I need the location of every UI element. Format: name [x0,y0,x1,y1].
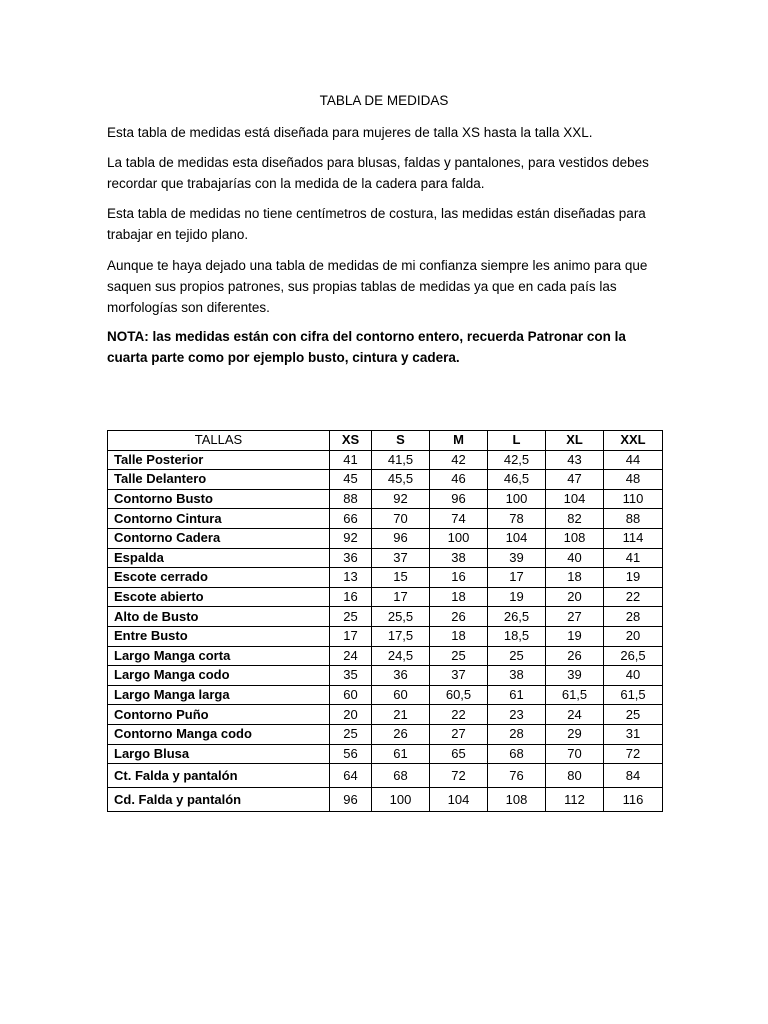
value-cell: 84 [604,764,663,788]
table-row [108,607,663,627]
value-cell: 112 [546,788,604,812]
value-cell: 36 [372,666,430,686]
value-cell: 60,5 [430,685,488,705]
value-cell: 20 [604,626,663,646]
table-row [108,788,663,812]
value-cell: 37 [372,548,430,568]
table-row [108,470,663,490]
value-cell: 108 [546,528,604,548]
value-cell: 39 [546,666,604,686]
row-label-cell: Alto de Busto [108,607,330,627]
value-cell: 61 [488,685,546,705]
value-cell: 82 [546,509,604,529]
value-cell: 26 [372,724,430,744]
value-cell: 66 [330,509,372,529]
value-cell: 28 [604,607,663,627]
table-row [108,489,663,509]
value-cell: 18 [430,626,488,646]
advice-paragraph: Aunque te haya dejado una tabla de medidas de mi confianza siempre les animo para que saquen sus propios patrones, sus propias tablas de medidas ya que en cada país las morfologías son diferentes. [107,258,648,315]
value-cell: 70 [372,509,430,529]
value-cell: 17 [372,587,430,607]
value-cell: 61 [372,744,430,764]
usage-paragraph: La tabla de medidas esta diseñados para blusas, faldas y pantalones, para vestidos debes recordar que trabajarías con la medida de la cadera para falda. [107,155,649,191]
value-cell: 25 [330,724,372,744]
value-cell: 114 [604,528,663,548]
value-cell: 48 [604,470,663,490]
value-cell: 56 [330,744,372,764]
value-cell: 18,5 [488,626,546,646]
value-cell: 19 [546,626,604,646]
value-cell: 36 [330,548,372,568]
value-cell: 61,5 [604,685,663,705]
value-cell: 76 [488,764,546,788]
value-cell: 38 [430,548,488,568]
value-cell: 96 [330,788,372,812]
value-cell: 17 [330,626,372,646]
value-cell: 27 [430,724,488,744]
row-label-cell: Talle Posterior [108,450,330,470]
value-cell: 25 [604,705,663,725]
value-cell: 17,5 [372,626,430,646]
intro-paragraph: Esta tabla de medidas está diseñada para mujeres de talla XS hasta la talla XXL. [107,125,593,140]
value-cell: 21 [372,705,430,725]
value-cell: 26,5 [488,607,546,627]
header-cell: M [430,431,488,451]
row-label-cell: Largo Manga corta [108,646,330,666]
value-cell: 42 [430,450,488,470]
value-cell: 100 [372,788,430,812]
value-cell: 88 [330,489,372,509]
note-paragraph: NOTA: las medidas están con cifra del contorno entero, recuerda Patronar con la cuarta parte como por ejemplo busto, cintura y cadera. [107,329,626,365]
value-cell: 20 [546,587,604,607]
value-cell: 26 [546,646,604,666]
row-label-cell: Contorno Busto [108,489,330,509]
value-cell: 20 [330,705,372,725]
value-cell: 18 [546,568,604,588]
row-label-cell: Espalda [108,548,330,568]
value-cell: 31 [604,724,663,744]
value-cell: 68 [372,764,430,788]
row-label-cell: Entre Busto [108,626,330,646]
row-label-cell: Contorno Manga codo [108,724,330,744]
value-cell: 104 [546,489,604,509]
row-label-cell: Largo Manga codo [108,666,330,686]
table-row [108,509,663,529]
value-cell: 100 [488,489,546,509]
table-row [108,764,663,788]
seam-paragraph: Esta tabla de medidas no tiene centímetros de costura, las medidas están diseñadas para trabajar en tejido plano. [107,206,646,242]
value-cell: 19 [488,587,546,607]
value-cell: 17 [488,568,546,588]
value-cell: 43 [546,450,604,470]
value-cell: 44 [604,450,663,470]
header-cell: TALLAS [108,431,330,451]
value-cell: 70 [546,744,604,764]
table-row [108,450,663,470]
value-cell: 41,5 [372,450,430,470]
row-label-cell: Largo Blusa [108,744,330,764]
value-cell: 60 [330,685,372,705]
value-cell: 35 [330,666,372,686]
value-cell: 13 [330,568,372,588]
value-cell: 29 [546,724,604,744]
value-cell: 45,5 [372,470,430,490]
value-cell: 47 [546,470,604,490]
value-cell: 39 [488,548,546,568]
value-cell: 26,5 [604,646,663,666]
value-cell: 96 [372,528,430,548]
value-cell: 37 [430,666,488,686]
value-cell: 72 [604,744,663,764]
value-cell: 46,5 [488,470,546,490]
value-cell: 96 [430,489,488,509]
table-row [108,646,663,666]
value-cell: 22 [430,705,488,725]
table-row [108,705,663,725]
value-cell: 116 [604,788,663,812]
value-cell: 26 [430,607,488,627]
value-cell: 110 [604,489,663,509]
value-cell: 19 [604,568,663,588]
row-label-cell: Cd. Falda y pantalón [108,788,330,812]
table-row [108,528,663,548]
value-cell: 80 [546,764,604,788]
value-cell: 46 [430,470,488,490]
value-cell: 68 [488,744,546,764]
row-label-cell: Escote abierto [108,587,330,607]
value-cell: 24 [330,646,372,666]
value-cell: 104 [430,788,488,812]
header-cell: XXL [604,431,663,451]
value-cell: 18 [430,587,488,607]
header-cell: L [488,431,546,451]
value-cell: 92 [330,528,372,548]
table-row [108,744,663,764]
value-cell: 78 [488,509,546,529]
header-cell: S [372,431,430,451]
value-cell: 25,5 [372,607,430,627]
value-cell: 88 [604,509,663,529]
value-cell: 42,5 [488,450,546,470]
header-cell: XL [546,431,604,451]
value-cell: 24 [546,705,604,725]
row-label-cell: Largo Manga larga [108,685,330,705]
row-label-cell: Talle Delantero [108,470,330,490]
value-cell: 74 [430,509,488,529]
value-cell: 16 [430,568,488,588]
value-cell: 60 [372,685,430,705]
value-cell: 65 [430,744,488,764]
table-row [108,568,663,588]
value-cell: 41 [604,548,663,568]
value-cell: 22 [604,587,663,607]
row-label-cell: Contorno Cadera [108,528,330,548]
measurements-table [107,430,663,812]
table-row [108,587,663,607]
header-cell: XS [330,431,372,451]
document-title: TABLA DE MEDIDAS [319,93,449,108]
row-label-cell: Ct. Falda y pantalón [108,764,330,788]
table-header-row [108,431,663,451]
value-cell: 40 [604,666,663,686]
value-cell: 38 [488,666,546,686]
table-row [108,548,663,568]
row-label-cell: Contorno Puño [108,705,330,725]
value-cell: 64 [330,764,372,788]
table-row [108,666,663,686]
value-cell: 61,5 [546,685,604,705]
value-cell: 41 [330,450,372,470]
row-label-cell: Escote cerrado [108,568,330,588]
value-cell: 28 [488,724,546,744]
value-cell: 15 [372,568,430,588]
value-cell: 45 [330,470,372,490]
value-cell: 108 [488,788,546,812]
row-label-cell: Contorno Cintura [108,509,330,529]
value-cell: 25 [430,646,488,666]
table-row [108,626,663,646]
table-row [108,724,663,744]
value-cell: 16 [330,587,372,607]
value-cell: 72 [430,764,488,788]
value-cell: 24,5 [372,646,430,666]
value-cell: 104 [488,528,546,548]
table-body [108,450,663,812]
value-cell: 27 [546,607,604,627]
value-cell: 92 [372,489,430,509]
value-cell: 25 [330,607,372,627]
value-cell: 100 [430,528,488,548]
value-cell: 23 [488,705,546,725]
table-row [108,685,663,705]
value-cell: 25 [488,646,546,666]
value-cell: 40 [546,548,604,568]
